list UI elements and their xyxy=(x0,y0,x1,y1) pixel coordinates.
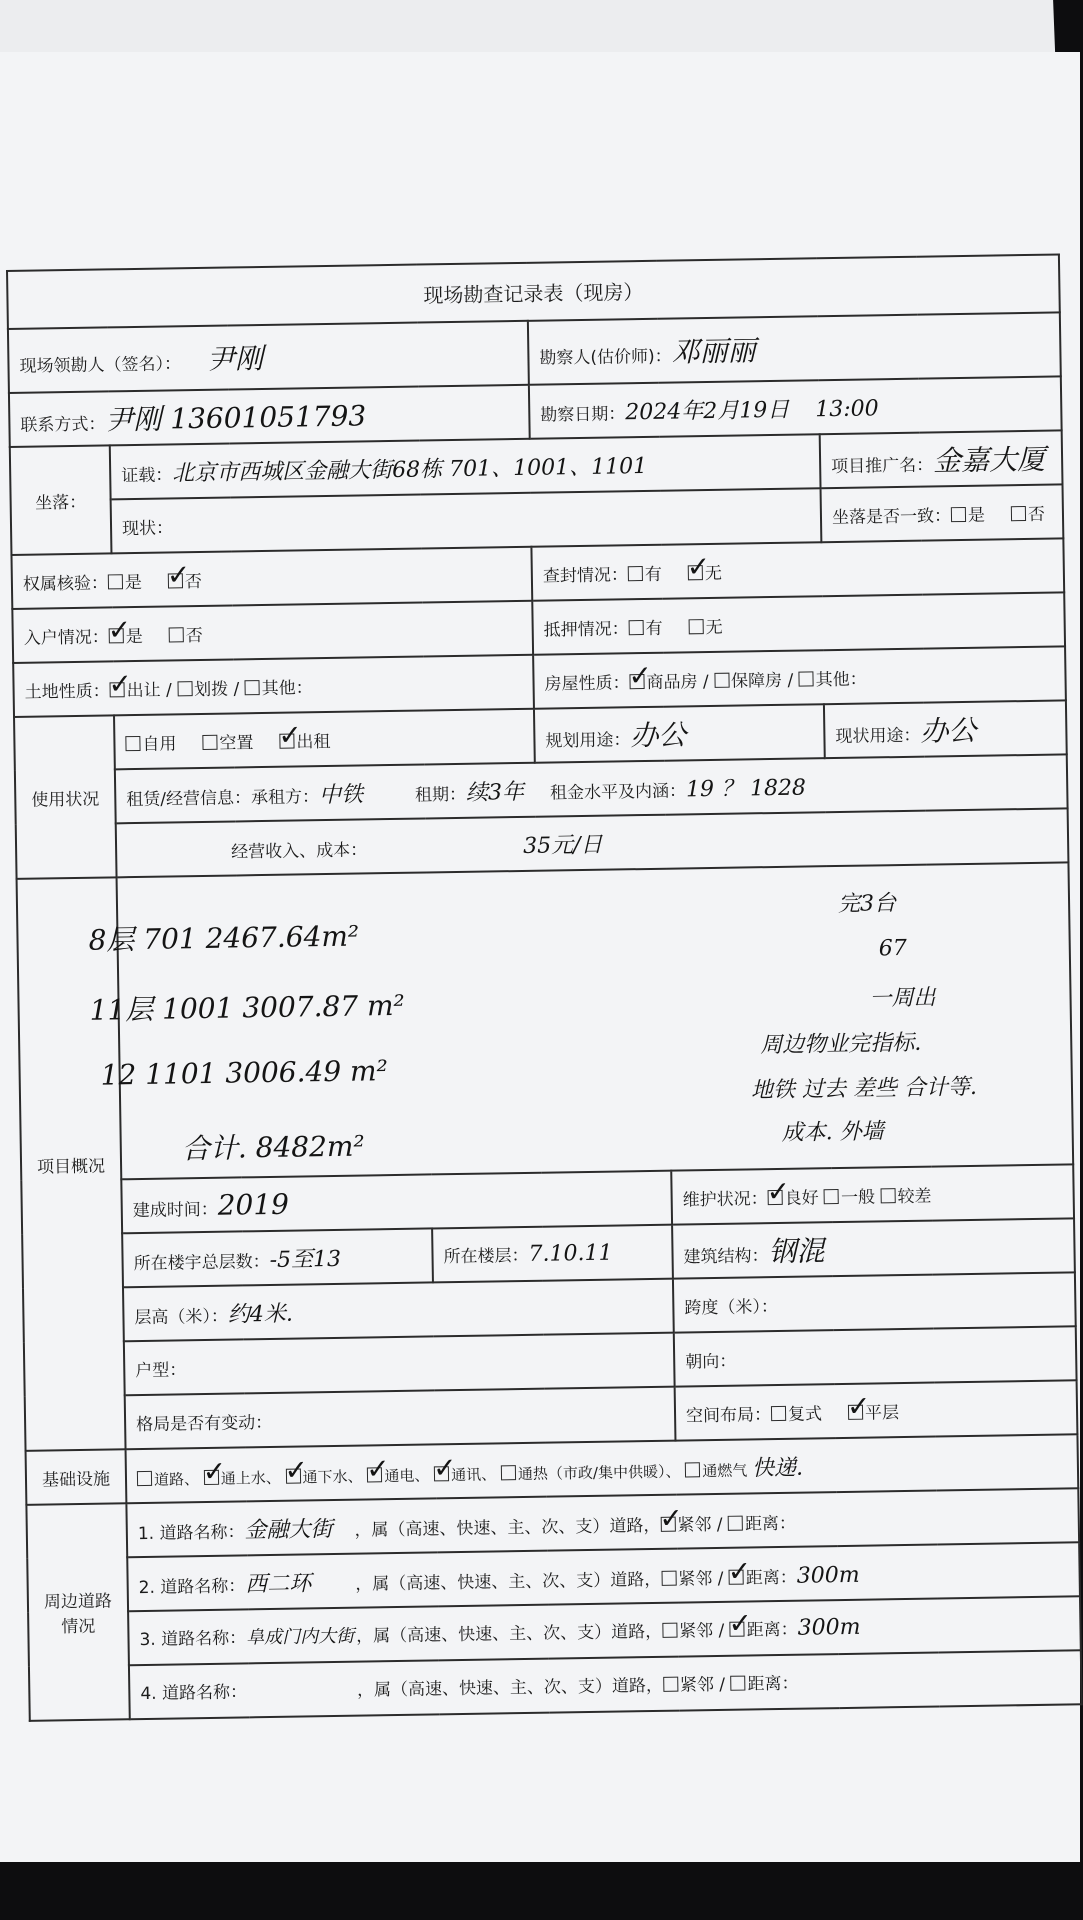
seal-none-box[interactable] xyxy=(688,565,703,580)
note-6: 成本. 外墙 xyxy=(781,1119,884,1146)
use-rent-box[interactable] xyxy=(279,733,294,748)
built-value: 2019 xyxy=(217,1187,290,1222)
land-label: 土地性质： xyxy=(24,680,110,703)
overview-notes xyxy=(88,863,1073,1178)
note-4: 周边物业完指标. xyxy=(760,1030,922,1059)
seal-label: 查封情况： xyxy=(542,564,629,587)
entry-label: 入户情况： xyxy=(23,626,109,649)
tenant-value: 中铁 xyxy=(318,781,364,808)
layout-change-label: 格局是否有变动： xyxy=(125,1387,676,1450)
date-value: 2024年2月19日 xyxy=(625,397,790,425)
land-other-box[interactable] xyxy=(245,680,260,695)
cert-address: 北京市西城区金融大街68栋 701、1001、1101 xyxy=(172,453,648,486)
infra-road-box[interactable] xyxy=(137,1470,152,1485)
rent-label: 租金水平及内涵： xyxy=(549,780,687,804)
road-3-distance-box[interactable] xyxy=(730,1622,745,1637)
note-5: 地铁 过去 差些 合计等. xyxy=(750,1074,978,1104)
planned-use-label: 规划用途： xyxy=(545,730,631,752)
road-4-distance-box[interactable] xyxy=(730,1676,745,1691)
road-1-name: 金融大街 xyxy=(244,1516,333,1543)
contact-value: 尹刚 13601051793 xyxy=(105,399,367,437)
entry-yes-box[interactable] xyxy=(109,628,124,643)
structure-value: 钢混 xyxy=(768,1234,825,1269)
house-other-box[interactable] xyxy=(798,671,813,686)
road-3-adjacent-box[interactable] xyxy=(662,1623,677,1638)
infra-label: 基础设施 xyxy=(26,1449,127,1505)
leader-signature: 尹刚 xyxy=(206,341,264,376)
area-total: 合计. 8482m² xyxy=(181,1129,365,1166)
form-title: 现场勘查记录表（现房） xyxy=(7,254,1060,329)
road-2-distance: 300m xyxy=(796,1562,860,1589)
built-label: 建成时间： xyxy=(132,1199,218,1221)
ownership-no-box[interactable] xyxy=(168,573,183,588)
ownership-label: 权属核验： xyxy=(22,572,109,595)
location-label: 坐落： xyxy=(10,445,112,555)
status-label: 现状： xyxy=(111,488,822,553)
road-4-adjacent-box[interactable] xyxy=(663,1677,678,1692)
note-1: 完3台 xyxy=(837,891,897,918)
income-label: 经营收入、成本： xyxy=(231,839,368,863)
paper xyxy=(0,52,1080,1862)
floors-total-value: -5至13 xyxy=(269,1246,342,1273)
height-value: 约4米. xyxy=(227,1301,294,1328)
land-allocate-box[interactable] xyxy=(177,681,192,696)
date-label: 勘察日期： xyxy=(540,403,626,426)
maint-label: 维护状况： xyxy=(682,1188,768,1210)
road-1-distance-box[interactable] xyxy=(728,1515,743,1530)
structure-label: 建筑结构： xyxy=(683,1246,769,1268)
rent-value: 19 ？ 1828 xyxy=(685,775,807,802)
cert-label: 证载： xyxy=(121,464,173,486)
area-line-2: 11层 1001 3007.87 m² xyxy=(89,988,406,1027)
entry-no-box[interactable] xyxy=(169,627,184,642)
current-use-value: 办公 xyxy=(920,713,977,748)
mortgage-none-box[interactable] xyxy=(689,619,704,634)
use-self-box[interactable] xyxy=(125,735,140,750)
road-2-adjacent-box[interactable] xyxy=(661,1570,676,1585)
span-label: 跨度（米）： xyxy=(673,1272,1076,1332)
note-2: 67 xyxy=(878,935,907,962)
consistent-no-box[interactable] xyxy=(1011,506,1026,521)
unit-type-label: 户型： xyxy=(124,1333,675,1396)
area-line-1: 8层 701 2467.64m² xyxy=(88,919,360,957)
house-affordable-box[interactable] xyxy=(714,672,729,687)
infra-heating-box[interactable] xyxy=(501,1465,516,1480)
lease-term-value: 续3年 xyxy=(465,779,525,806)
height-label: 层高（米）： xyxy=(134,1306,229,1328)
floor-label: 所在楼层： xyxy=(443,1245,529,1268)
form-table: 现场勘查记录表（现房） 现场领勘人（签名）： 尹刚 勘察人(估价师)：邓丽丽 联系方式：尹刚 13601051793 勘察日期：2024年2月19日 13:00 坐落： 证载：北京市西城区金融大街68栋 701、1001、1101 项目推广名：金嘉大厦 现状： 坐落是否一致： 是 否 权属核验： 是✓ 否 查封情况： 有✓ 无 入户情况：✓ 是 否 抵押情况： 有 无 土地性质：✓ 出让 / 划拨 / 其他： 房屋性质：✓ 商品房 / 保障房 / 其他： 使用状况 自用 空置✓ 出租 规划用途：办公 现状用途：办公 租赁/经营信息：承租方：中铁 租期：续3年 租金水平及内涵：19 ？ 1828 经营收入、成本： 35元/日 项目概况 8层 701 2467.64m² 11层 1001 3007.87 m² 12 1101 3006.49 m² 合计. 8482m² 完3台 67 一周出 周边物业完指标. 地铁 过去 差些 合计等. 成本. 外墙 建成时间：2019 维护状况：✓ 良好 一般 较差 所在楼宇总层数：-5至13 所在楼层：7.10.11 建筑结构：钢混 层高（米）：约4米. 跨度（米）： 户型： 朝向： 格局是否有变动： 空间布局： 复式✓ 平层 基础设施 道路、 ✓ 通上水、 ✓ 通下水、 ✓ 通电、 ✓ 通讯、 通热（市政/集中供暖）、 通燃气 快递. 周边道路情况 1. 道路名称：金融大街 ，属（高速、快速、主、次、支）道路，✓ 紧邻 / 距离： 2. 道路名称：西二环 ，属（高速、快速、主、次、支）道路， 紧邻 / ✓距离：300m 3. 道路名称：阜成门内大街，属（高速、快速、主、次、支）道路， 紧邻 / ✓距离：300m 4. 道路名称： ，属（高速、快速、主、次、支）道路， 紧邻 / 距离： xyxy=(6,253,1083,1721)
road-3-name: 阜成门内大街 xyxy=(245,1625,355,1649)
floor-value: 7.10.11 xyxy=(528,1240,613,1267)
road-row-3: 3. 道路名称：阜成门内大街，属（高速、快速、主、次、支）道路， 紧邻 / ✓距离：300m xyxy=(128,1596,1081,1665)
space-layout-label: 空间布局： xyxy=(685,1404,772,1426)
maint-normal-box[interactable] xyxy=(824,1189,839,1204)
promo-label: 项目推广名： xyxy=(831,455,934,478)
income-value: 35元/日 xyxy=(522,832,603,859)
survey-form xyxy=(6,253,1081,1767)
house-commercial-box[interactable] xyxy=(629,674,644,689)
infra-note: 快递. xyxy=(751,1455,804,1481)
infra-water-supply-box[interactable] xyxy=(204,1469,219,1484)
current-use-label: 现状用途： xyxy=(835,725,921,748)
lease-info-label: 租赁/经营信息：承租方： xyxy=(126,786,320,810)
seal-have-box[interactable] xyxy=(628,566,643,581)
lease-term-label: 租期： xyxy=(414,784,467,806)
floors-total-label: 所在楼宇总层数： xyxy=(133,1251,270,1274)
space-duplex-box[interactable] xyxy=(771,1405,786,1420)
planned-use-value: 办公 xyxy=(630,718,687,753)
note-3: 一周出 xyxy=(869,985,936,1012)
road-row-2: 2. 道路名称：西二环 ，属（高速、快速、主、次、支）道路， 紧邻 / ✓距离：300m xyxy=(127,1542,1080,1611)
road-4-name xyxy=(247,1696,357,1698)
infra-gas-box[interactable] xyxy=(685,1462,700,1477)
infra-telecom-box[interactable] xyxy=(434,1466,449,1481)
consistent-label: 坐落是否一致： xyxy=(831,505,952,528)
house-label: 房屋性质： xyxy=(544,672,630,695)
road-row-1: 1. 道路名称：金融大街 ，属（高速、快速、主、次、支）道路，✓ 紧邻 / 距离： xyxy=(126,1488,1079,1557)
area-line-3: 12 1101 3006.49 m² xyxy=(100,1054,389,1092)
use-vacant-box[interactable] xyxy=(202,734,217,749)
surveyor-label: 勘察人(估价师)： xyxy=(539,346,672,369)
orientation-label: 朝向： xyxy=(674,1326,1077,1386)
time-value: 13:00 xyxy=(815,395,879,422)
roads-label: 周边道路情况 xyxy=(26,1503,129,1721)
contact-label: 联系方式： xyxy=(20,414,106,436)
road-3-distance: 300m xyxy=(797,1614,861,1641)
mortgage-label: 抵押情况： xyxy=(543,618,629,641)
ownership-yes-box[interactable] xyxy=(108,574,123,589)
promo-name: 金嘉大厦 xyxy=(932,442,1046,478)
space-flat-box[interactable] xyxy=(848,1404,863,1419)
road-2-distance-box[interactable] xyxy=(729,1569,744,1584)
surveyor-signature: 邓丽丽 xyxy=(671,334,756,369)
mortgage-have-box[interactable] xyxy=(629,620,644,635)
maint-poor-box[interactable] xyxy=(880,1188,895,1203)
leader-label: 现场领勘人（签名）： xyxy=(19,354,182,377)
infra-power-box[interactable] xyxy=(367,1467,382,1482)
consistent-yes-box[interactable] xyxy=(951,506,966,521)
land-grant-box[interactable] xyxy=(109,682,124,697)
overview-label: 项目概况 xyxy=(17,877,126,1451)
road-2-name: 西二环 xyxy=(245,1570,312,1597)
maint-good-box[interactable] xyxy=(768,1189,783,1204)
infra-drainage-box[interactable] xyxy=(285,1468,300,1483)
road-1-adjacent-box[interactable] xyxy=(660,1516,675,1531)
road-row-4: 4. 道路名称： ，属（高速、快速、主、次、支）道路， 紧邻 / 距离： xyxy=(129,1650,1082,1719)
use-status-label: 使用状况 xyxy=(14,715,117,879)
